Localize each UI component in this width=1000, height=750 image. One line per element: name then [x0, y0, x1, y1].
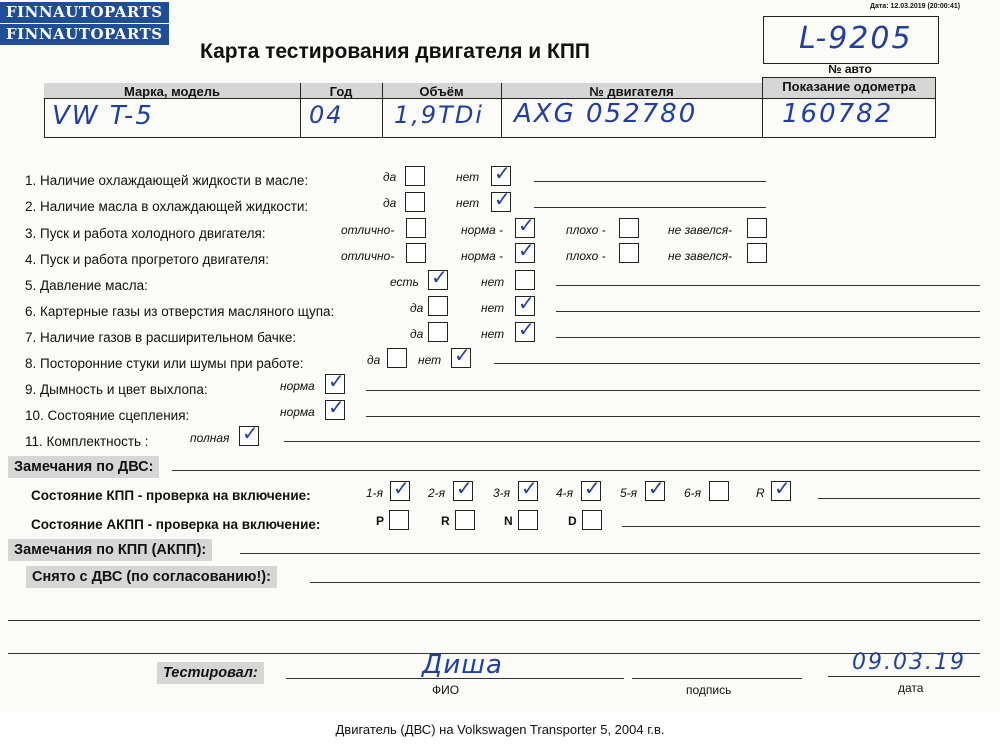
row-11-full-checkbox[interactable]: ✓ [239, 426, 259, 446]
value-volume: 1,9TDi [394, 101, 484, 129]
row-6-no-checkbox[interactable]: ✓ [515, 296, 535, 316]
kpp-label: Состояние КПП - проверка на включение: [31, 488, 311, 503]
row-2-no-label: нет [456, 196, 480, 210]
row-3-normal-label: норма - [461, 223, 504, 237]
form-title: Карта тестирования двигателя и КПП [200, 40, 591, 63]
header-odometer: Показание одометра [782, 79, 916, 94]
gear-2-label: 2-я [428, 486, 446, 500]
row-6-yes-label: да [410, 301, 424, 315]
signature-line [632, 678, 802, 679]
section-dvs-remarks: Замечания по ДВС: [8, 456, 159, 478]
gear-4-label: 4-я [556, 486, 574, 500]
akpp-r-label: R [441, 514, 450, 528]
tested-by-label: Тестировал: [157, 662, 264, 684]
row-9-normal-checkbox[interactable]: ✓ [325, 374, 345, 394]
gear-5-checkbox[interactable]: ✓ [645, 481, 665, 501]
gear-6-checkbox[interactable] [709, 481, 729, 501]
watermark-1: FINNAUTOPARTS [0, 2, 169, 23]
vehicle-table [44, 77, 936, 139]
akpp-line [622, 526, 980, 527]
row-2-yes-checkbox[interactable] [405, 192, 425, 212]
kpp-line [818, 498, 980, 499]
section-kpp-remarks: Замечания по КПП (АКПП): [8, 539, 212, 561]
row-5-yes-label: есть [390, 275, 419, 289]
akpp-d-label: D [568, 514, 577, 528]
row-3-excellent-label: отлично- [341, 223, 395, 237]
fio-caption: ФИО [432, 683, 460, 697]
akpp-p-checkbox[interactable] [389, 510, 409, 530]
row-1-label: 1. Наличие охлаждающей жидкости в масле: [25, 173, 309, 188]
dvs-remarks-line [172, 470, 980, 471]
row-10-normal-checkbox[interactable]: ✓ [325, 400, 345, 420]
image-caption: Двигатель (ДВС) на Volkswagen Transporter 5, 2004 г.в. [335, 722, 665, 737]
row-8-yes-checkbox[interactable] [387, 348, 407, 368]
row-2-line [534, 207, 766, 208]
row-8-yes-label: да [367, 353, 381, 367]
fio-line [286, 678, 624, 679]
auto-number-value: L-9205 [799, 21, 913, 56]
row-8-no-checkbox[interactable]: ✓ [451, 348, 471, 368]
row-1-line [534, 181, 766, 182]
row-3-excellent-checkbox[interactable] [406, 218, 426, 238]
gear-3-checkbox[interactable]: ✓ [518, 481, 538, 501]
gear-r-checkbox[interactable]: ✓ [771, 481, 791, 501]
row-6-no-label: нет [481, 301, 505, 315]
row-5-no-checkbox[interactable] [515, 270, 535, 290]
row-4-bad-checkbox[interactable] [619, 243, 639, 263]
row-3-bad-checkbox[interactable] [619, 218, 639, 238]
gear-6-label: 6-я [684, 486, 702, 500]
date-stamp: Дата: 12.03.2019 (20:00:41) [870, 3, 961, 10]
date-value: 09.03.19 [852, 650, 966, 675]
row-1-no-checkbox[interactable]: ✓ [491, 166, 511, 186]
akpp-n-label: N [504, 514, 513, 528]
value-odometer: 160782 [782, 99, 894, 129]
section-removed: Снято с ДВС (по согласованию!): [26, 566, 277, 588]
header-model: Марка, модель [123, 84, 221, 99]
row-10-line [366, 416, 980, 417]
row-7-no-checkbox[interactable]: ✓ [515, 322, 535, 342]
gear-4-checkbox[interactable]: ✓ [581, 481, 601, 501]
row-1-yes-checkbox[interactable] [405, 166, 425, 186]
row-5-label: 5. Давление масла: [25, 278, 148, 293]
removed-line-1 [310, 582, 980, 583]
akpp-n-checkbox[interactable] [518, 510, 538, 530]
row-6-line [556, 311, 980, 312]
gear-5-label: 5-я [620, 486, 638, 500]
row-9-line [366, 390, 980, 391]
kpp-remarks-line [240, 553, 980, 554]
row-1-no-label: нет [456, 170, 480, 184]
row-2-yes-label: да [383, 196, 397, 210]
row-4-normal-label: норма - [461, 249, 504, 263]
gear-1-checkbox[interactable]: ✓ [390, 481, 410, 501]
row-5-line [556, 285, 980, 286]
value-model: VW T-5 [52, 101, 154, 131]
row-4-excellent-label: отлично- [341, 249, 395, 263]
signature: Диша [422, 650, 503, 680]
row-9-normal-label: норма [280, 379, 315, 393]
row-9-label: 9. Дымность и цвет выхлопа: [25, 382, 208, 397]
row-7-yes-checkbox[interactable] [428, 322, 448, 342]
row-2-label: 2. Наличие масла в охлаждающей жидкости: [25, 199, 309, 214]
gear-r-label: R [756, 486, 765, 500]
row-4-normal-checkbox[interactable]: ✓ [515, 243, 535, 263]
row-8-label: 8. Посторонние стуки или шумы при работе: [25, 356, 304, 371]
row-7-no-label: нет [481, 327, 505, 341]
row-5-yes-checkbox[interactable]: ✓ [428, 270, 448, 290]
gear-2-checkbox[interactable]: ✓ [453, 481, 473, 501]
row-1-yes-label: да [383, 170, 397, 184]
row-4-nostart-label: не завелся- [668, 249, 733, 263]
value-year: 04 [309, 101, 344, 129]
row-4-nostart-checkbox[interactable] [747, 243, 767, 263]
akpp-r-checkbox[interactable] [455, 510, 475, 530]
row-11-full-label: полная [190, 431, 230, 445]
row-2-no-checkbox[interactable]: ✓ [491, 192, 511, 212]
auto-number-box [763, 16, 939, 64]
row-10-normal-label: норма [280, 405, 315, 419]
row-6-yes-checkbox[interactable] [428, 296, 448, 316]
auto-number-label: № авто [828, 62, 872, 76]
row-7-label: 7. Наличие газов в расширительном бачке: [25, 330, 297, 345]
row-5-no-label: нет [481, 275, 505, 289]
row-6-label: 6. Картерные газы из отверстия масляного щупа: [25, 304, 335, 319]
row-3-label: 3. Пуск и работа холодного двигателя: [25, 226, 266, 241]
value-engine-number: AXG 052780 [514, 99, 698, 129]
row-7-yes-label: да [410, 327, 424, 341]
akpp-label: Состояние АКПП - проверка на включение: [31, 517, 321, 532]
row-11-label: 11. Комплектность : [25, 434, 149, 449]
row-3-bad-label: плохо - [566, 223, 606, 237]
row-11-line [284, 441, 980, 442]
row-3-normal-checkbox[interactable]: ✓ [515, 218, 535, 238]
gear-3-label: 3-я [493, 486, 511, 500]
header-engine-number: № двигателя [589, 84, 674, 99]
akpp-d-checkbox[interactable] [582, 510, 602, 530]
row-7-line [556, 337, 980, 338]
date-caption: дата [898, 681, 924, 695]
watermark-2: FINNAUTOPARTS [0, 24, 169, 45]
row-4-excellent-checkbox[interactable] [406, 243, 426, 263]
row-4-bad-label: плохо - [566, 249, 606, 263]
row-3-nostart-checkbox[interactable] [747, 218, 767, 238]
row-3-nostart-label: не завелся- [668, 223, 733, 237]
akpp-p-label: P [376, 514, 385, 528]
header-year: Год [329, 84, 353, 99]
row-8-no-label: нет [418, 353, 442, 367]
row-10-label: 10. Состояние сцепления: [25, 408, 190, 423]
signature-caption: подпись [686, 683, 732, 697]
date-line [828, 676, 980, 677]
row-8-line [494, 363, 980, 364]
row-4-label: 4. Пуск и работа прогретого двигателя: [25, 252, 269, 267]
header-volume: Объём [419, 84, 464, 99]
gear-1-label: 1-я [366, 486, 384, 500]
removed-line-2 [8, 620, 980, 621]
